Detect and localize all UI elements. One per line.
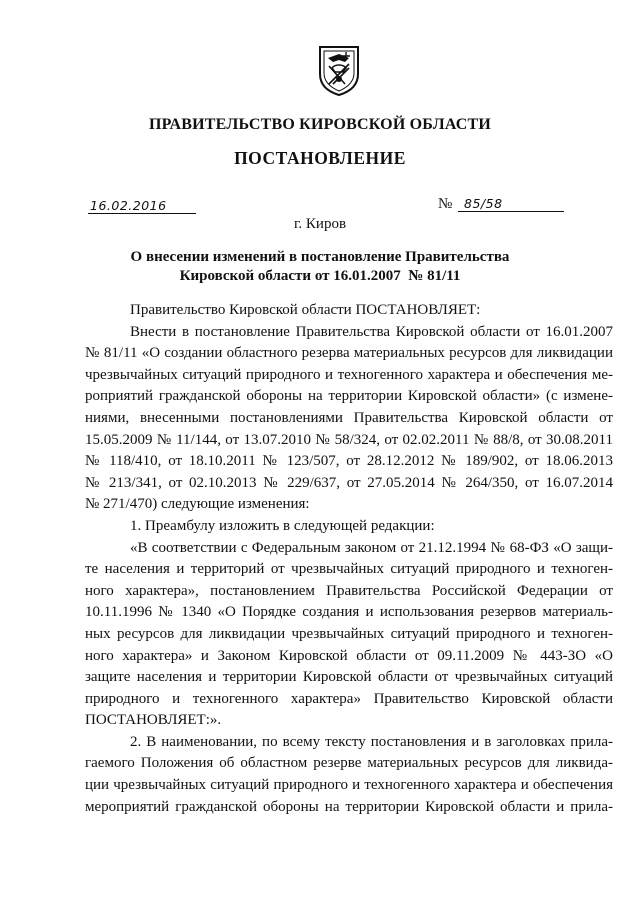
city: г. Киров [293, 216, 347, 232]
body-line: роприятий гражданской обороны на территории Кировской области» (с измене- [85, 388, 613, 405]
body-line: ного характера», постановлением Правительства Российской Федерации от [85, 582, 613, 599]
number-label: № [438, 196, 453, 212]
body-line: «В соответствии с Федеральным законом от 21.12.1994 № 68-ФЗ «О защи- [130, 539, 613, 556]
body-line: защите населения и территории Кировской области от чрезвычайных ситуаций [85, 669, 613, 686]
body-line: гаемого Положения об областном резерве материальных ресурсов для ликвида- [85, 755, 613, 772]
body-line: № 118/410, от 18.10.2011 № 123/507, от 28.12.2012 № 189/902, от 18.06.2013 [85, 453, 613, 470]
decree-date: 16.02.2016 [88, 198, 196, 214]
subject-line-1: О внесении изменений в постановление Правительства [130, 249, 510, 265]
body-line: 1. Преамбулу изложить в следующей редакции: [130, 517, 435, 534]
document-type: ПОСТАНОВЛЕНИЕ [234, 148, 406, 168]
body-line: № 81/11 «О создании областного резерва материальных ресурсов для ликвидации [85, 345, 613, 362]
body-line: № 271/470) следующие изменения: [85, 496, 310, 513]
body-line: мероприятий гражданской обороны на территории Кировской области и прила- [85, 798, 613, 815]
decree-subject [0, 248, 640, 286]
body-line: Правительство Кировской области ПОСТАНОВЛЯЕТ: [130, 302, 481, 318]
body-line: 10.11.1996 № 1340 «О Порядке создания и использования резервов материаль- [85, 604, 613, 621]
body-line: ниями, внесенными постановлениями Правительства Кировской области от [85, 409, 613, 426]
body-line: те населения и территорий от чрезвычайных ситуаций природного и техноген- [85, 561, 613, 578]
coat-of-arms-icon [315, 44, 363, 96]
body-line: 2. В наименовании, по всему тексту постановления и в заголовках прила- [130, 733, 613, 750]
government-name: ПРАВИТЕЛЬСТВО КИРОВСКОЙ ОБЛАСТИ [148, 116, 492, 133]
decree-body [85, 300, 613, 818]
body-line: ного характера» и Законом Кировской области от 09.11.2009 № 443-ЗО «О [85, 647, 613, 664]
body-line: 15.05.2009 № 11/144, от 13.07.2010 № 58/324, от 02.02.2011 № 88/8, от 30.08.2011 [85, 431, 613, 448]
body-line: ции чрезвычайных ситуаций природного и техногенного характера и обеспечения [85, 777, 613, 794]
decree-number: 85/58 [458, 196, 564, 212]
body-line: ных ресурсов для ликвидации чрезвычайных ситуаций природного и техноген- [85, 625, 613, 642]
body-line: природного и техногенного характера» Правительство Кировской области [85, 690, 613, 707]
subject-line-2: Кировской области от 16.01.2007 № 81/11 [179, 268, 461, 284]
body-line: № 213/341, от 02.10.2013 № 229/637, от 27.05.2014 № 264/350, от 16.07.2014 [85, 474, 613, 491]
body-line: Внести в постановление Правительства Кировской области от 16.01.2007 [130, 323, 613, 340]
body-line: чрезвычайных ситуаций природного и техногенного характера и обеспечения ме- [85, 366, 613, 383]
body-line: ПОСТАНОВЛЯЕТ:». [85, 712, 222, 729]
